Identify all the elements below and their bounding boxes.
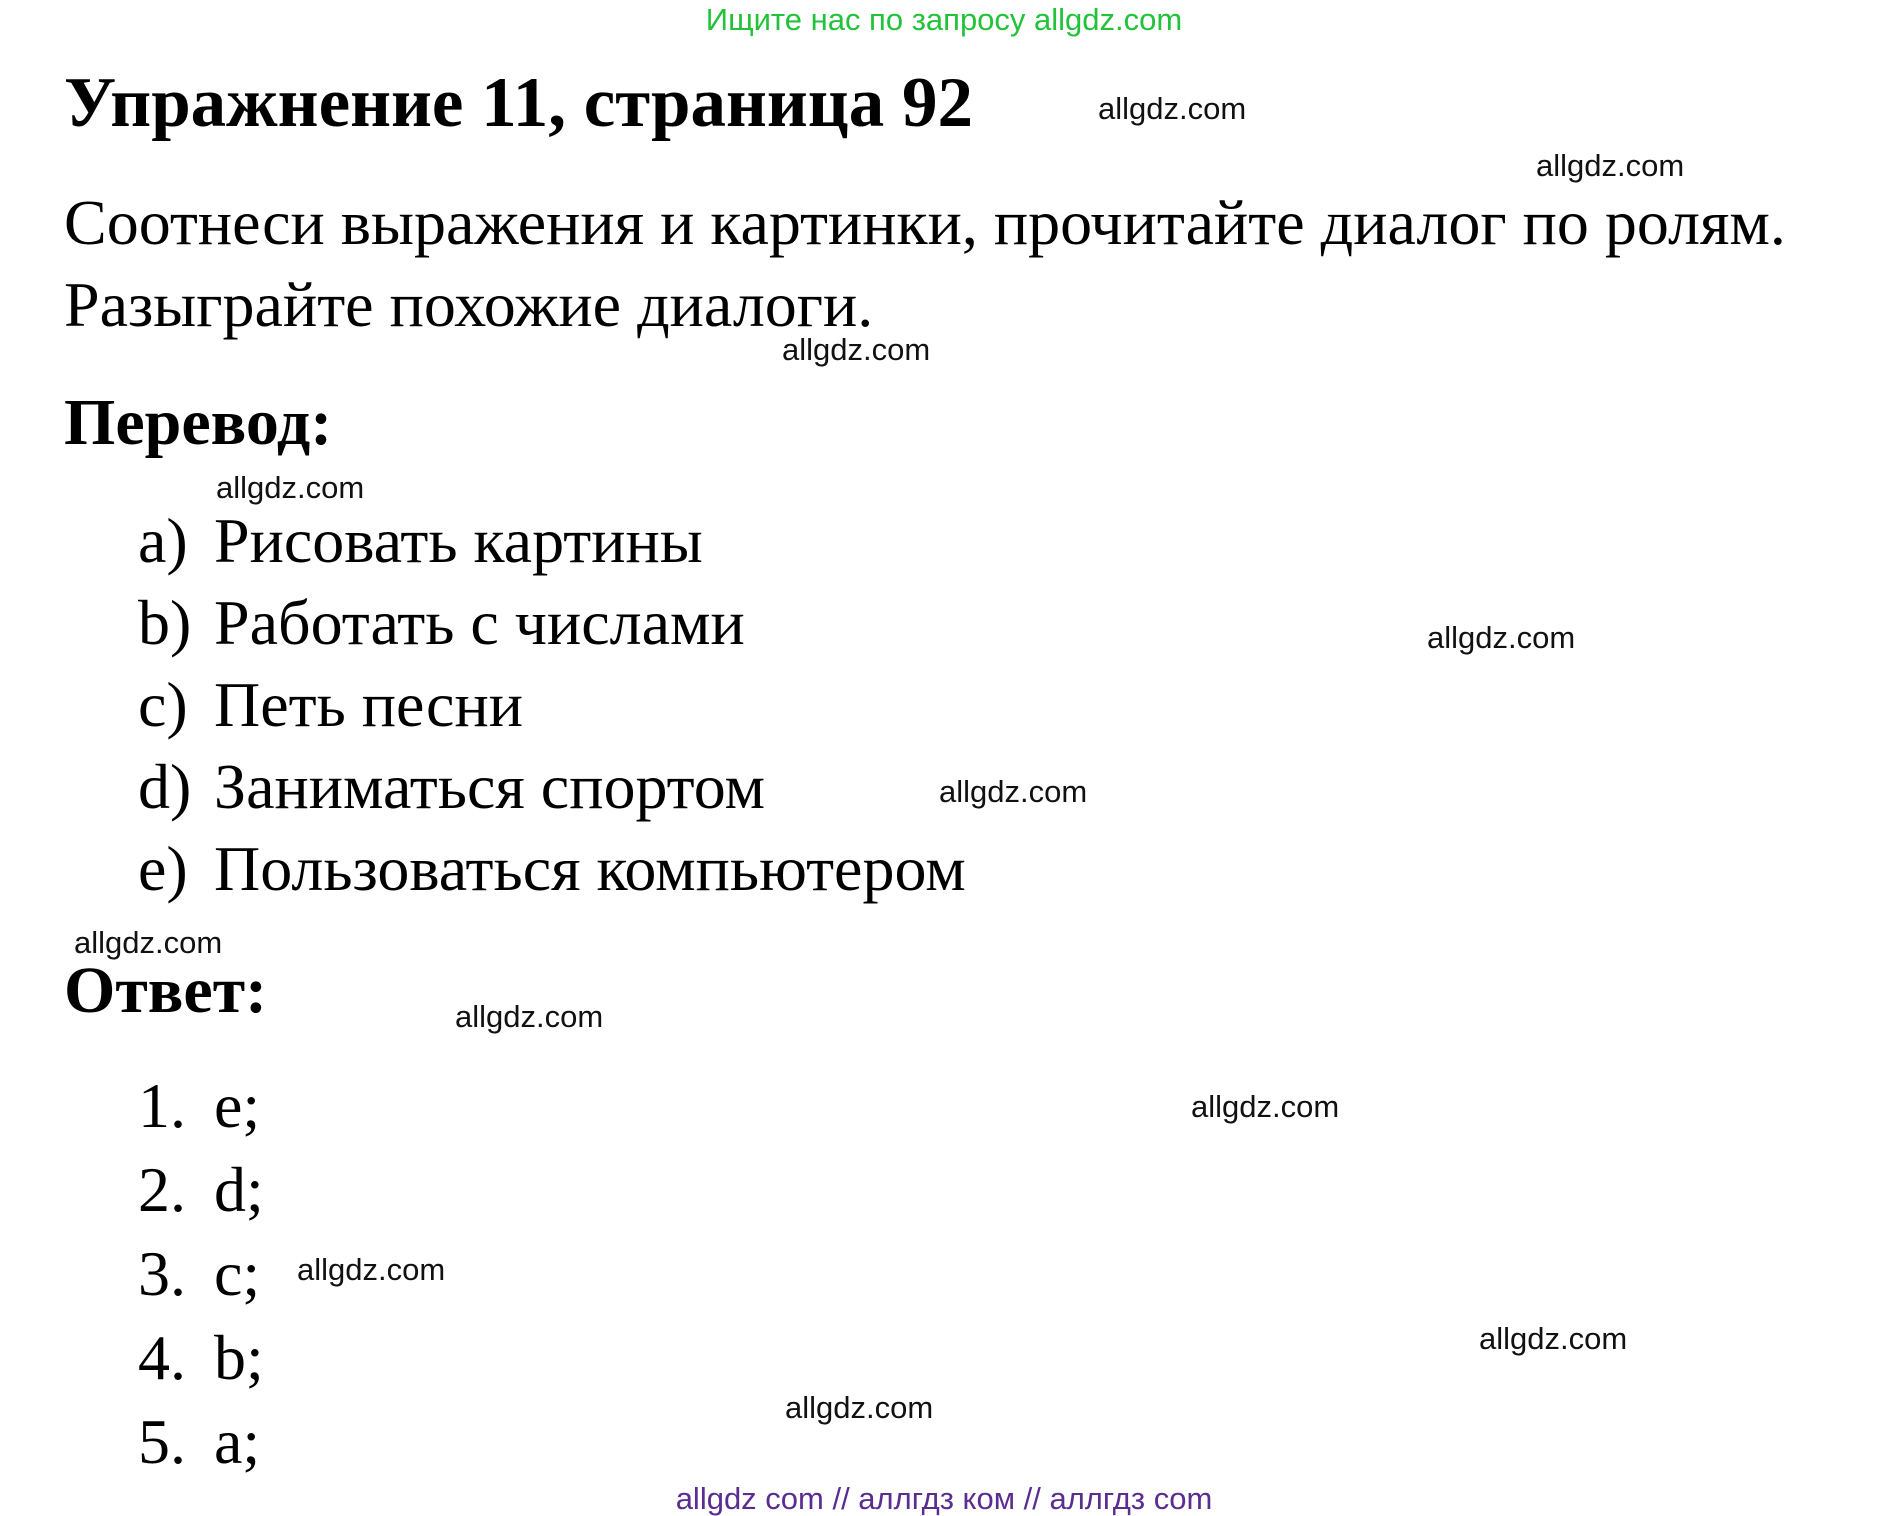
item-text: b;	[214, 1322, 264, 1393]
list-item	[138, 582, 966, 664]
item-text: Петь песни	[214, 669, 523, 740]
task-line: Разыграйте похожие диалоги.	[64, 269, 874, 340]
translation-heading: Перевод:	[64, 386, 333, 459]
item-text: Работать с числами	[214, 587, 745, 658]
watermark: allgdz.com	[74, 925, 223, 960]
watermark: allgdz.com	[939, 774, 1088, 809]
translation-list	[138, 500, 966, 910]
list-item	[138, 828, 966, 910]
list-item	[138, 1401, 264, 1485]
item-marker: e)	[138, 833, 188, 904]
watermark: allgdz.com	[1098, 91, 1247, 126]
item-text: d;	[214, 1154, 264, 1225]
item-marker: 2.	[138, 1154, 186, 1225]
item-marker: c)	[138, 669, 188, 740]
watermark: allgdz.com	[1427, 620, 1576, 655]
page-title: Упражнение 11, страница 92	[64, 64, 973, 142]
footer-links[interactable]: allgdz com // аллгдз ком // аллгдз com	[675, 1481, 1213, 1516]
watermark: allgdz.com	[785, 1390, 934, 1425]
item-marker: d)	[138, 751, 192, 822]
list-item	[138, 500, 966, 582]
item-marker: b)	[138, 587, 192, 658]
list-item	[138, 664, 966, 746]
watermark: allgdz.com	[216, 470, 365, 505]
task-line: Соотнеси выражения и картинки, прочитайте диалог по ролям.	[64, 187, 1786, 258]
item-text: c;	[214, 1238, 261, 1309]
item-marker: 1.	[138, 1070, 186, 1141]
item-marker: a)	[138, 505, 188, 576]
promo-banner[interactable]: Ищите нас по запросу allgdz.com	[705, 2, 1183, 37]
watermark: allgdz.com	[1191, 1089, 1340, 1124]
item-text: Пользоваться компьютером	[214, 833, 966, 904]
list-item	[138, 746, 966, 828]
item-text: Рисовать картины	[214, 505, 703, 576]
item-marker: 4.	[138, 1322, 186, 1393]
item-text: a;	[214, 1406, 261, 1477]
watermark: allgdz.com	[782, 332, 931, 367]
item-marker: 5.	[138, 1406, 186, 1477]
list-item	[138, 1149, 264, 1233]
answer-list	[138, 1065, 264, 1485]
item-text: Заниматься спортом	[214, 751, 765, 822]
watermark: allgdz.com	[1536, 148, 1685, 183]
watermark: allgdz.com	[1479, 1321, 1628, 1356]
item-text: e;	[214, 1070, 261, 1141]
list-item	[138, 1317, 264, 1401]
list-item	[138, 1065, 264, 1149]
task-text	[64, 182, 1786, 346]
answer-heading: Ответ:	[64, 954, 268, 1027]
watermark: allgdz.com	[297, 1252, 446, 1287]
watermark: allgdz.com	[455, 999, 604, 1034]
list-item	[138, 1233, 264, 1317]
item-marker: 3.	[138, 1238, 186, 1309]
